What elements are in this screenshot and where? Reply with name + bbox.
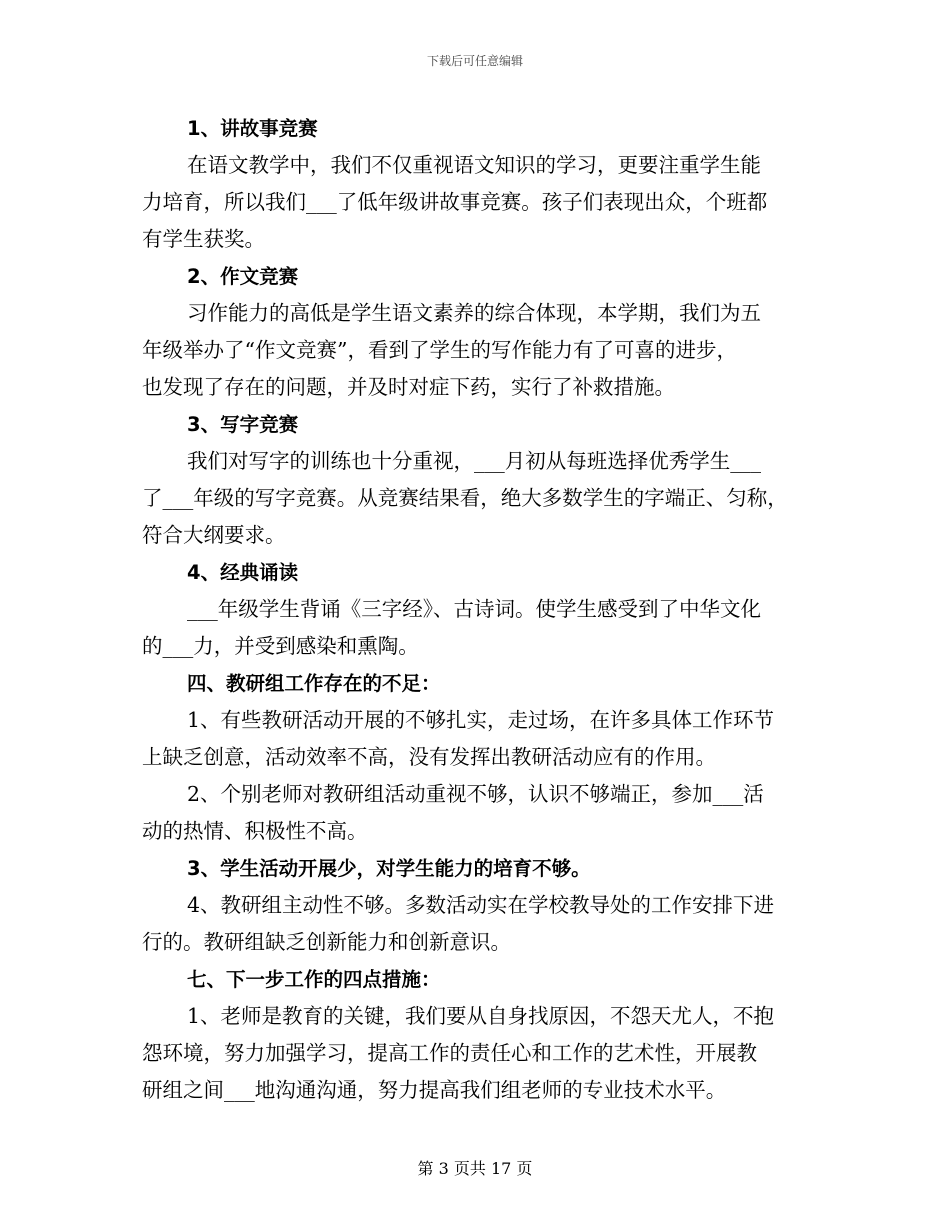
section-heading: 七、下一步工作的四点措施：	[187, 968, 441, 991]
paragraph-line: 1、老师是教育的关键，我们要从自身找原因，不怨天尤人，不抱	[187, 1004, 775, 1028]
paragraph-line: 也发现了存在的问题，并及时对症下药，实行了补救措施。	[142, 375, 675, 399]
paragraph-line: 习作能力的高低是学生语文素养的综合体现，本学期，我们为五	[187, 301, 761, 325]
paragraph-line: 了___年级的写字竞赛。从竞赛结果看，绝大多数学生的字端正、匀称，	[142, 486, 788, 510]
section-heading: 1、讲故事竞赛	[187, 117, 318, 140]
section-heading: 3、学生活动开展少，对学生能力的培育不够。	[187, 857, 591, 880]
paragraph-line: 行的。教研组缺乏创新能力和创新意识。	[142, 930, 511, 954]
paragraph-line: 怨环境，努力加强学习，提高工作的责任心和工作的艺术性，开展教	[142, 1041, 757, 1065]
section-heading: 四、教研组工作存在的不足：	[187, 672, 441, 695]
paragraph-line: 研组之间___地沟通沟通，努力提高我们组老师的专业技术水平。	[142, 1078, 727, 1102]
paragraph-line: 有学生获奖。	[142, 227, 265, 251]
paragraph-line: 动的热情、积极性不高。	[142, 819, 368, 843]
paragraph-line: 上缺乏创意，活动效率不高，没有发挥出教研活动应有的作用。	[142, 745, 716, 769]
paragraph-line: 2、个别老师对教研组活动重视不够，认识不够端正，参加___活	[187, 782, 764, 806]
section-heading: 3、写字竞赛	[187, 413, 299, 436]
page-footer: 第 3 页共 17 页	[417, 1159, 533, 1178]
section-heading: 4、经典诵读	[187, 561, 299, 584]
paragraph-line: 力培育，所以我们___了低年级讲故事竞赛。孩子们表现出众，个班都	[142, 190, 768, 214]
paragraph-line: 在语文教学中，我们不仅重视语文知识的学习，更要注重学生能	[187, 153, 761, 177]
section-heading: 2、作文竞赛	[187, 265, 299, 288]
paragraph-line: 4、教研组主动性不够。多数活动实在学校教导处的工作安排下进	[187, 893, 775, 917]
paragraph-line: ___年级学生背诵《三字经》、古诗词。使学生感受到了中华文化	[187, 597, 761, 621]
page-header: 下载后可任意编辑	[426, 54, 523, 68]
paragraph-line: 的___力，并受到感染和熏陶。	[142, 634, 419, 658]
paragraph-line: 年级举办了“作文竞赛”，看到了学生的写作能力有了可喜的进步，	[142, 338, 737, 362]
paragraph-line: 1、有些教研活动开展的不够扎实，走过场，在许多具体工作环节	[187, 708, 775, 732]
paragraph-line: 符合大纲要求。	[142, 523, 286, 547]
document-body	[142, 110, 822, 1109]
paragraph-line: 我们对写字的训练也十分重视，___月初从每班选择优秀学生___	[187, 449, 761, 473]
